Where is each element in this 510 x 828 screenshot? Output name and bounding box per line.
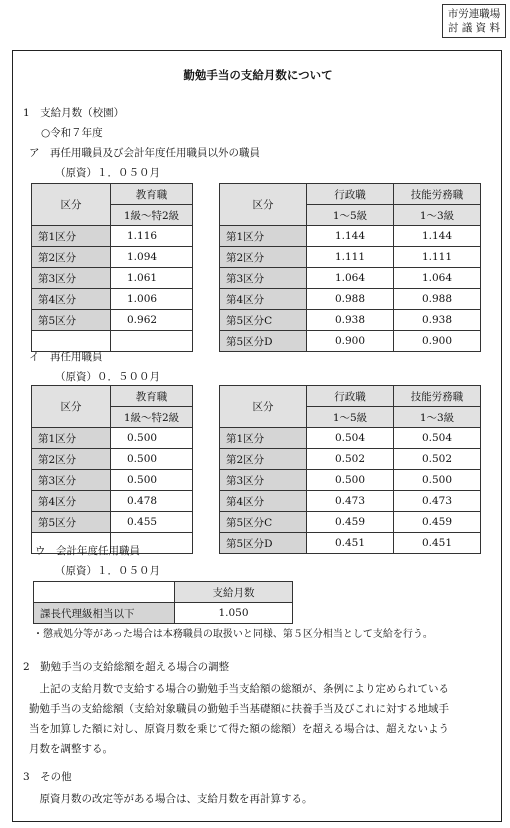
col-labor: 技能労務職 bbox=[394, 184, 481, 205]
table-row: 第5区分 0.455 bbox=[32, 512, 193, 533]
table-row: 第2区分 0.502 0.502 bbox=[220, 449, 481, 470]
table-row: 第4区分 0.478 bbox=[32, 491, 193, 512]
col-education-sub: 1級～特2級 bbox=[111, 407, 193, 428]
table-row: 第4区分 0.473 0.473 bbox=[220, 491, 481, 512]
col-kubun: 区分 bbox=[32, 386, 111, 428]
table-i-education bbox=[31, 385, 193, 554]
col-admin: 行政職 bbox=[307, 184, 394, 205]
section2-heading: 2 勤勉手当の支給総額を超える場合の調整 bbox=[23, 661, 230, 673]
table-row: 第5区分C 0.938 0.938 bbox=[220, 310, 481, 331]
col-kubun: 区分 bbox=[220, 386, 307, 428]
table-u bbox=[33, 581, 293, 624]
subsection-a-heading: ア 再任用職員及び会計年度任用職員以外の職員 bbox=[29, 147, 260, 159]
section3-heading: 3 その他 bbox=[23, 771, 72, 783]
col-admin: 行政職 bbox=[307, 386, 394, 407]
table-row: 第4区分 0.988 0.988 bbox=[220, 289, 481, 310]
table-row: 第1区分 1.144 1.144 bbox=[220, 226, 481, 247]
era-label: ○令和７年度 bbox=[41, 127, 103, 139]
table-row: 第4区分 1.006 bbox=[32, 289, 193, 310]
table-a-education bbox=[31, 183, 193, 352]
subsection-u-base: （原資）１．０５０月 bbox=[55, 565, 160, 577]
table-row: 第5区分D 0.451 0.451 bbox=[220, 533, 481, 554]
table-row: 第1区分 0.500 bbox=[32, 428, 193, 449]
document-frame bbox=[12, 50, 502, 822]
stamp-line2: 討 議 資 料 bbox=[447, 22, 500, 34]
empty-cell bbox=[111, 331, 193, 352]
table-row: 第3区分 1.064 1.064 bbox=[220, 268, 481, 289]
section3-body: 原資月数の改定等がある場合は、支給月数を再計算する。 bbox=[29, 793, 313, 805]
table-row: 第2区分 1.111 1.111 bbox=[220, 247, 481, 268]
col-education-sub: 1級～特2級 bbox=[111, 205, 193, 226]
table-row: 第1区分 1.116 bbox=[32, 226, 193, 247]
subsection-i-base: （原資）０．５００月 bbox=[55, 371, 160, 383]
table-row: 第1区分 0.504 0.504 bbox=[220, 428, 481, 449]
table-i-admin bbox=[219, 385, 481, 554]
subsection-i-heading: イ 再任用職員 bbox=[29, 351, 103, 363]
stamp-box bbox=[442, 4, 506, 38]
table-row: 第3区分 0.500 bbox=[32, 470, 193, 491]
subsection-u-heading: ウ 会計年度任用職員 bbox=[35, 545, 140, 557]
subsection-a-base: （原資）１．０５０月 bbox=[55, 167, 160, 179]
table-row: 第2区分 1.094 bbox=[32, 247, 193, 268]
empty-cell bbox=[34, 582, 175, 603]
table-row: 第5区分D 0.900 0.900 bbox=[220, 331, 481, 352]
section2-body: 上記の支給月数で支給する場合の勤勉手当支給額の総額が、条例により定められている 勤勉手当の支給総額（支給対象職員の勤勉手当基礎額に扶養手当及びこれに対する地域手 当を加算した額に対し、原資月数を乗じて得た額の総額）を超える場合は、超えないよう 月数を調整する。 bbox=[29, 683, 449, 755]
col-kubun: 区分 bbox=[220, 184, 307, 226]
document-title: 勤勉手当の支給月数について bbox=[183, 68, 333, 82]
table-a-admin bbox=[219, 183, 481, 352]
table-row: 第5区分C 0.459 0.459 bbox=[220, 512, 481, 533]
col-education: 教育職 bbox=[111, 184, 193, 205]
col-labor: 技能労務職 bbox=[394, 386, 481, 407]
col-admin-sub: 1～5級 bbox=[307, 205, 394, 226]
stamp-line1: 市労連職場 bbox=[447, 8, 501, 20]
col-months: 支給月数 bbox=[175, 582, 293, 603]
col-admin-sub: 1～5級 bbox=[307, 407, 394, 428]
table-row: 課長代理級相当以下 1.050 bbox=[34, 603, 293, 624]
col-labor-sub: 1～3級 bbox=[394, 205, 481, 226]
table-row: 第5区分 0.962 bbox=[32, 310, 193, 331]
note-text: ・懲戒処分等があった場合は本務職員の取扱いと同様、第５区分相当として支給を行う。 bbox=[33, 629, 433, 640]
col-labor-sub: 1～3級 bbox=[394, 407, 481, 428]
col-kubun: 区分 bbox=[32, 184, 111, 226]
table-row: 第2区分 0.500 bbox=[32, 449, 193, 470]
table-row: 第3区分 0.500 0.500 bbox=[220, 470, 481, 491]
section1-heading: 1 支給月数（校園） bbox=[23, 107, 125, 119]
table-row: 第3区分 1.061 bbox=[32, 268, 193, 289]
col-education: 教育職 bbox=[111, 386, 193, 407]
